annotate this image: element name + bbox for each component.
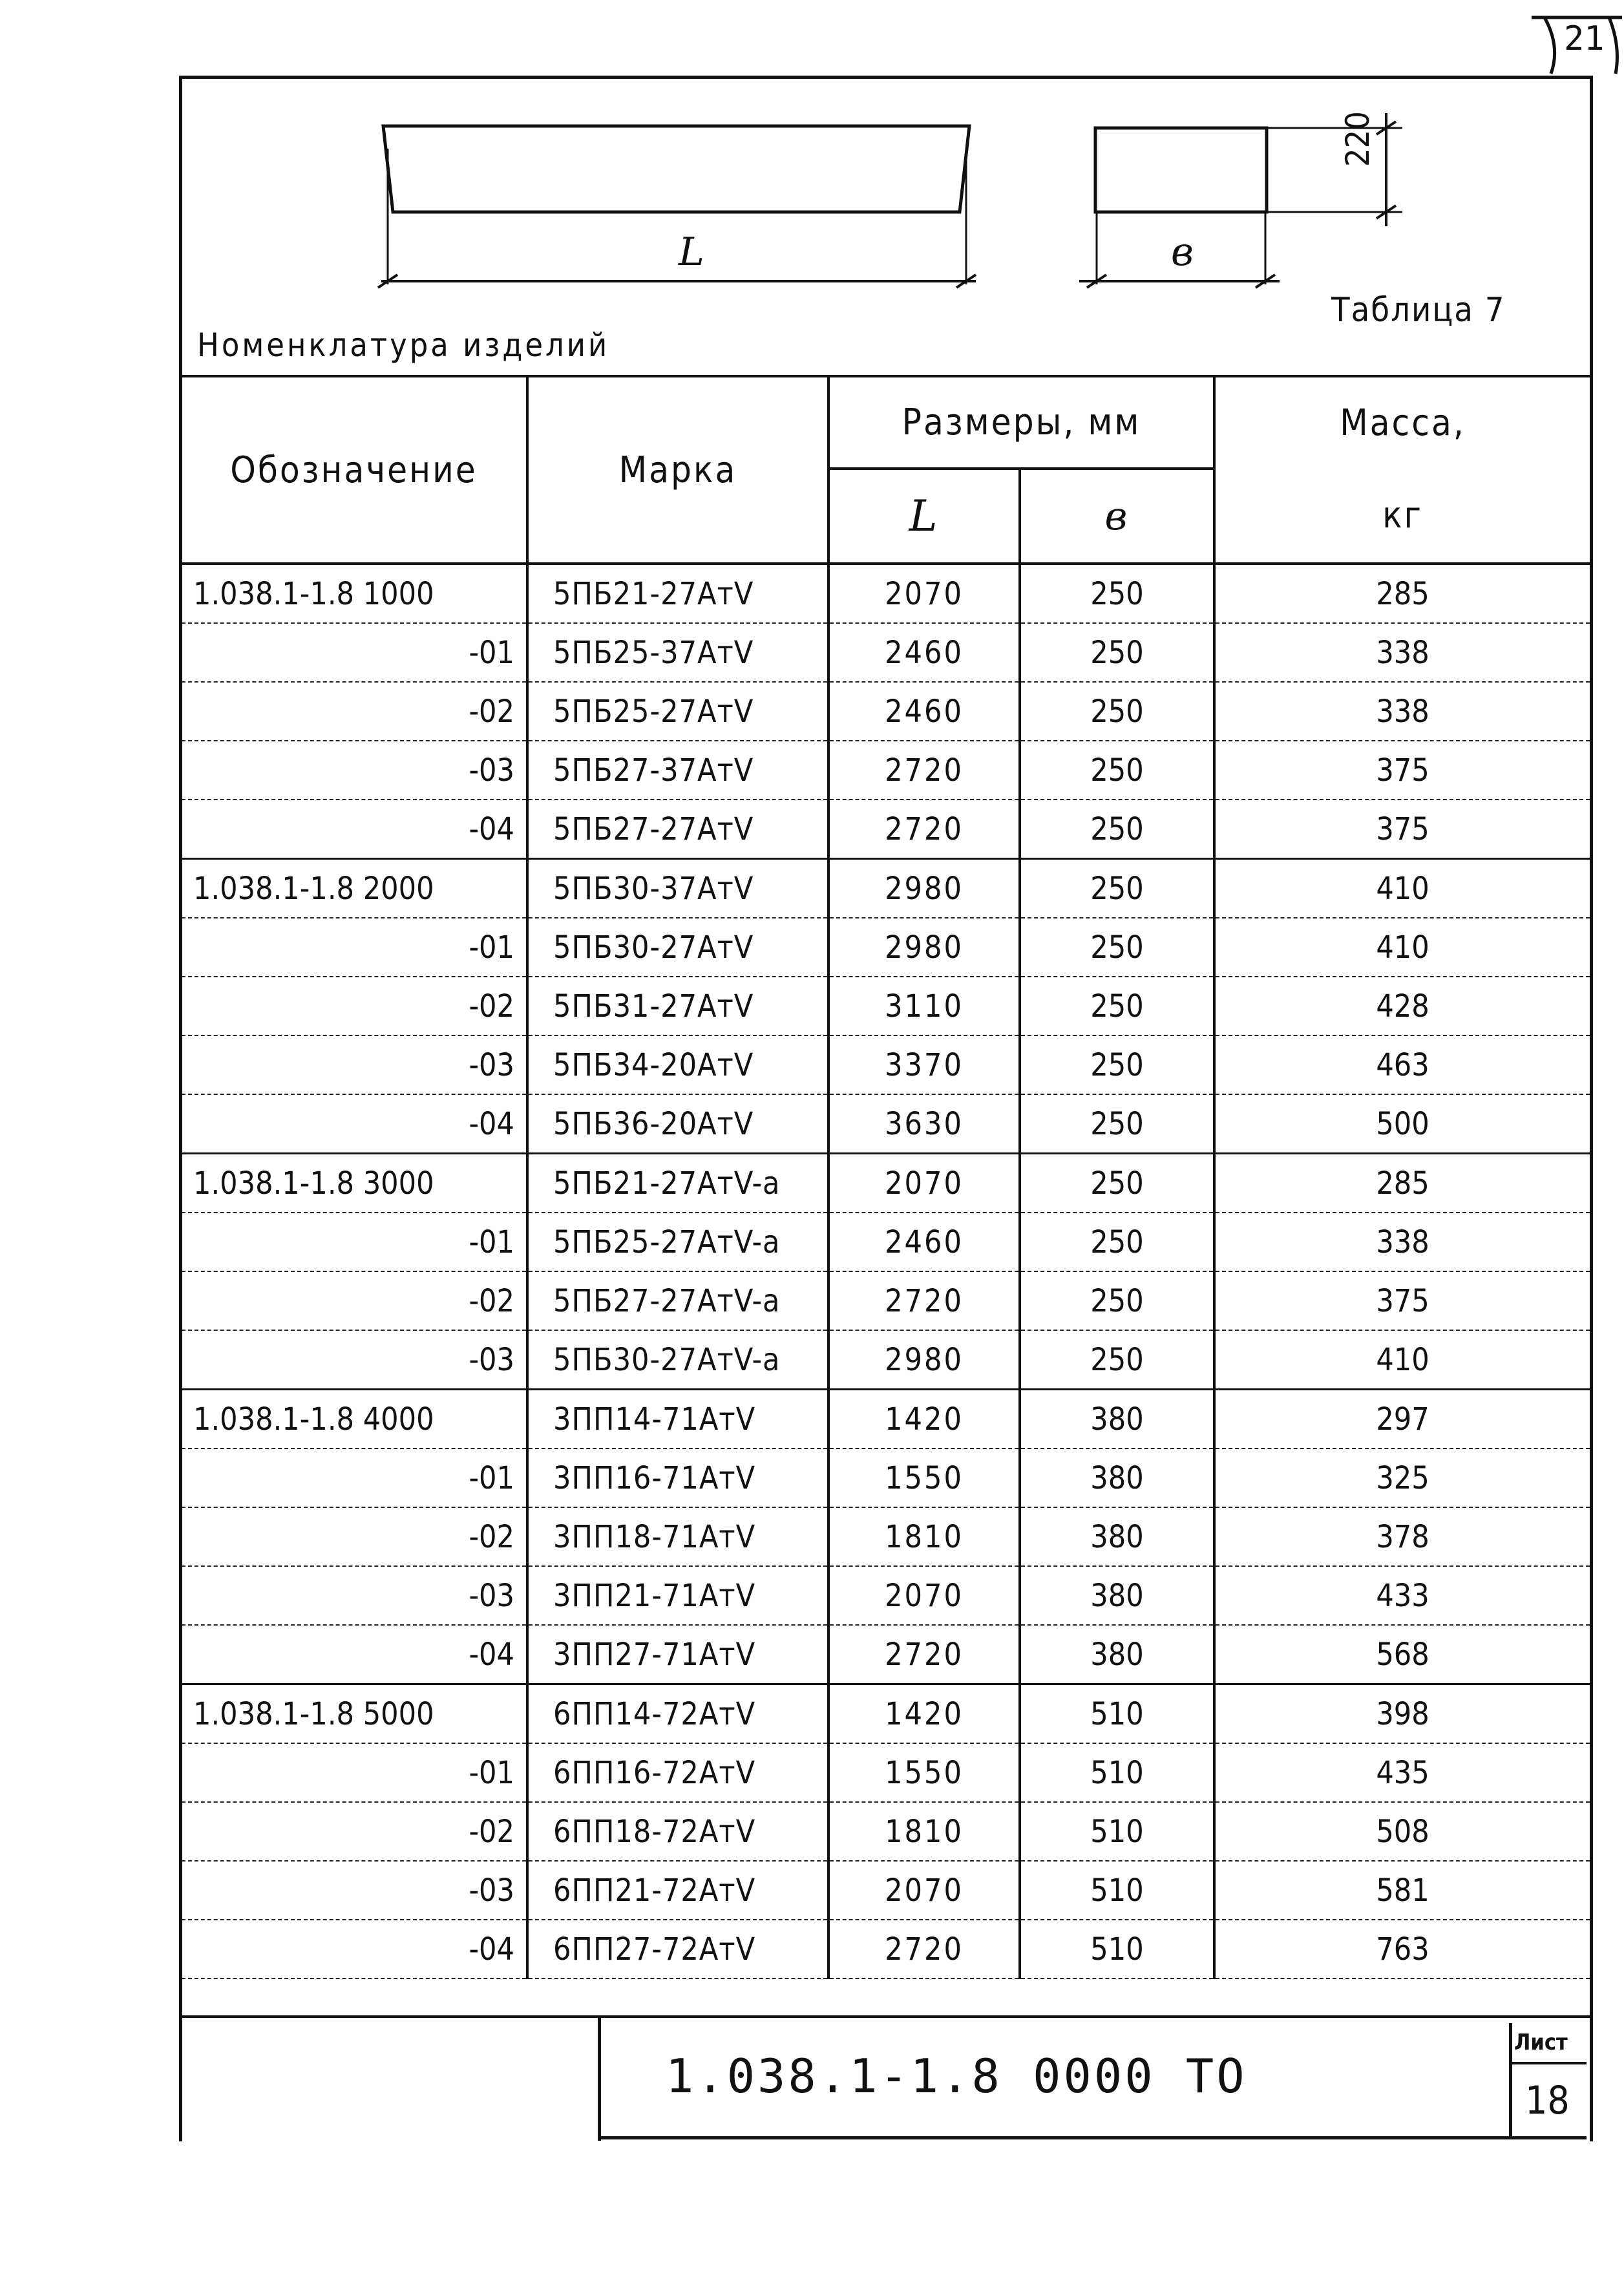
cell-width: 380 (1020, 1448, 1214, 1507)
cell-length: 2980 (828, 918, 1020, 977)
cell-designation: -01 (180, 623, 527, 682)
cell-width: 380 (1020, 1566, 1214, 1625)
cell-mark: 5ПБ36-20АтV (527, 1094, 828, 1154)
cell-designation: -03 (180, 1330, 527, 1390)
cell-width: 510 (1020, 1743, 1214, 1802)
cell-designation: -03 (180, 741, 527, 800)
cell-width: 250 (1020, 564, 1214, 623)
cell-mark: 5ПБ25-27АтV (527, 682, 828, 741)
cell-mass: 375 (1214, 741, 1591, 800)
cell-width: 380 (1020, 1390, 1214, 1449)
table-row (180, 1330, 1591, 1390)
beam-side-view (383, 126, 969, 212)
cell-mark: 5ПБ30-37АтV (527, 859, 828, 918)
cell-length: 2980 (828, 859, 1020, 918)
cell-mark: 6ПП18-72АтV (527, 1802, 828, 1861)
cell-mass: 500 (1214, 1094, 1591, 1154)
cell-mark: 5ПБ31-27АтV (527, 977, 828, 1035)
cell-length: 1810 (828, 1802, 1020, 1861)
cell-mark: 5ПБ25-27АтV-a (527, 1213, 828, 1271)
cell-designation: -02 (180, 1271, 527, 1330)
cell-width: 510 (1020, 1802, 1214, 1861)
cell-width: 250 (1020, 682, 1214, 741)
cell-length: 2980 (828, 1330, 1020, 1390)
table-row (180, 1802, 1591, 1861)
cell-designation: -04 (180, 800, 527, 859)
cell-width: 250 (1020, 977, 1214, 1035)
cell-width: 250 (1020, 859, 1214, 918)
cell-mass: 508 (1214, 1802, 1591, 1861)
table-row (180, 800, 1591, 859)
cell-designation: -01 (180, 918, 527, 977)
beam-drawing (362, 110, 1422, 297)
cell-mark: 6ПП16-72АтV (527, 1743, 828, 1802)
cell-designation: -01 (180, 1448, 527, 1507)
cell-length: 2720 (828, 1271, 1020, 1330)
cell-mass: 763 (1214, 1920, 1591, 1979)
cell-mass: 398 (1214, 1684, 1591, 1744)
cell-designation: -04 (180, 1920, 527, 1979)
table-row (180, 1154, 1591, 1213)
table-row (180, 1213, 1591, 1271)
header-dimensions: Размеры, мм (828, 376, 1214, 469)
cell-mass: 338 (1214, 623, 1591, 682)
cell-mass: 435 (1214, 1743, 1591, 1802)
cell-width: 250 (1020, 1213, 1214, 1271)
table-row (180, 1625, 1591, 1684)
cell-length: 2720 (828, 741, 1020, 800)
cell-designation: -02 (180, 682, 527, 741)
cell-width: 250 (1020, 1154, 1214, 1213)
cell-mass: 463 (1214, 1035, 1591, 1094)
header-mark: Марка (527, 376, 828, 564)
cell-mark: 3ПП18-71АтV (527, 1507, 828, 1566)
header-width: в (1020, 469, 1214, 564)
cell-mark: 3ПП14-71АтV (527, 1390, 828, 1449)
cell-length: 1420 (828, 1684, 1020, 1744)
cell-mark: 3ПП21-71АтV (527, 1566, 828, 1625)
cell-length: 1810 (828, 1507, 1020, 1566)
cell-mass: 285 (1214, 564, 1591, 623)
table-row (180, 977, 1591, 1035)
cell-length: 2070 (828, 1861, 1020, 1920)
table-row (180, 1743, 1591, 1802)
cell-designation: -04 (180, 1094, 527, 1154)
table-row (180, 1507, 1591, 1566)
cell-mass: 378 (1214, 1507, 1591, 1566)
header-mass: Масса, (1214, 376, 1591, 469)
cell-length: 2070 (828, 1566, 1020, 1625)
title-block-bottom-line (598, 2136, 1587, 2139)
cell-mass: 297 (1214, 1390, 1591, 1449)
cell-mark: 5ПБ30-27АтV (527, 918, 828, 977)
table-row (180, 1448, 1591, 1507)
table-row (180, 1094, 1591, 1154)
cell-mark: 5ПБ21-27АтV (527, 564, 828, 623)
cell-designation: -02 (180, 977, 527, 1035)
cell-mark: 5ПБ27-37АтV (527, 741, 828, 800)
cell-width: 250 (1020, 918, 1214, 977)
cell-mark: 6ПП27-72АтV (527, 1920, 828, 1979)
table-row (180, 1271, 1591, 1330)
cell-length: 3110 (828, 977, 1020, 1035)
cell-designation: 1.038.1-1.8 1000 (180, 564, 527, 623)
cell-designation: 1.038.1-1.8 2000 (180, 859, 527, 918)
cell-width: 510 (1020, 1920, 1214, 1979)
cell-width: 250 (1020, 1330, 1214, 1390)
cell-designation: -01 (180, 1213, 527, 1271)
cell-mark: 5ПБ21-27АтV-a (527, 1154, 828, 1213)
cell-mass: 375 (1214, 800, 1591, 859)
cell-designation: 1.038.1-1.8 3000 (180, 1154, 527, 1213)
cell-mass: 375 (1214, 1271, 1591, 1330)
cell-width: 380 (1020, 1507, 1214, 1566)
length-label: L (679, 229, 704, 275)
cell-width: 250 (1020, 1271, 1214, 1330)
cell-designation: -03 (180, 1566, 527, 1625)
cell-length: 2720 (828, 1625, 1020, 1684)
table-row (180, 1684, 1591, 1744)
cell-length: 2720 (828, 800, 1020, 859)
table-row (180, 1566, 1591, 1625)
cell-width: 250 (1020, 1035, 1214, 1094)
table-row (180, 859, 1591, 918)
cell-designation: -02 (180, 1802, 527, 1861)
cell-length: 3370 (828, 1035, 1020, 1094)
nomenclature-title: Номенклатура изделий (197, 326, 610, 364)
cell-mass: 433 (1214, 1566, 1591, 1625)
height-label: 220 (1339, 111, 1376, 167)
cell-length: 3630 (828, 1094, 1020, 1154)
header-length: L (828, 469, 1020, 564)
cell-length: 1420 (828, 1390, 1020, 1449)
cell-designation: 1.038.1-1.8 4000 (180, 1390, 527, 1449)
cell-mark: 5ПБ25-37АтV (527, 623, 828, 682)
cell-mass: 410 (1214, 1330, 1591, 1390)
cell-length: 2070 (828, 1154, 1020, 1213)
cell-mark: 5ПБ34-20АтV (527, 1035, 828, 1094)
cell-mass: 410 (1214, 859, 1591, 918)
table-row (180, 741, 1591, 800)
cell-mark: 5ПБ27-27АтV (527, 800, 828, 859)
cell-designation: -01 (180, 1743, 527, 1802)
title-block-divider (598, 2018, 601, 2141)
cell-length: 1550 (828, 1448, 1020, 1507)
cell-mark: 3ПП16-71АтV (527, 1448, 828, 1507)
sheet-corner-number: 21 (1564, 19, 1605, 58)
cell-designation: -03 (180, 1861, 527, 1920)
cell-length: 2460 (828, 623, 1020, 682)
cell-mass: 338 (1214, 682, 1591, 741)
cell-mark: 3ПП27-71АтV (527, 1625, 828, 1684)
cell-mass: 568 (1214, 1625, 1591, 1684)
cell-width: 250 (1020, 800, 1214, 859)
sheet-number: 18 (1525, 2078, 1570, 2123)
cell-mass: 581 (1214, 1861, 1591, 1920)
header-designation: Обозначение (180, 376, 527, 564)
cell-mass: 410 (1214, 918, 1591, 977)
cell-length: 2070 (828, 564, 1020, 623)
cell-length: 2460 (828, 682, 1020, 741)
table-row (180, 1861, 1591, 1920)
cell-designation: -04 (180, 1625, 527, 1684)
cell-mass: 325 (1214, 1448, 1591, 1507)
table-number-label: Таблица 7 (1331, 291, 1506, 330)
cell-length: 1550 (828, 1743, 1020, 1802)
cell-length: 2720 (828, 1920, 1020, 1979)
cell-mark: 5ПБ27-27АтV-a (527, 1271, 828, 1330)
table-row (180, 1035, 1591, 1094)
table-row (180, 682, 1591, 741)
cell-mass: 285 (1214, 1154, 1591, 1213)
cell-mark: 6ПП21-72АтV (527, 1861, 828, 1920)
beam-cross-section (1095, 128, 1267, 212)
cell-width: 380 (1020, 1625, 1214, 1684)
table-row (180, 564, 1591, 623)
nomenclature-table (179, 375, 1592, 1979)
cell-width: 510 (1020, 1684, 1214, 1744)
cell-mass: 338 (1214, 1213, 1591, 1271)
document-code: 1.038.1-1.8 0000 ТО (666, 2049, 1247, 2103)
header-mass-unit: кг (1214, 469, 1591, 564)
cell-mark: 6ПП14-72АтV (527, 1684, 828, 1744)
table-row (180, 1920, 1591, 1979)
cell-width: 510 (1020, 1861, 1214, 1920)
sheet-label: Лист (1514, 2030, 1568, 2055)
cell-width: 250 (1020, 1094, 1214, 1154)
width-label: в (1171, 229, 1194, 275)
cell-designation: -03 (180, 1035, 527, 1094)
table-row (180, 918, 1591, 977)
cell-width: 250 (1020, 623, 1214, 682)
cell-designation: 1.038.1-1.8 5000 (180, 1684, 527, 1744)
cell-width: 250 (1020, 741, 1214, 800)
table-row (180, 1390, 1591, 1449)
cell-mark: 5ПБ30-27АтV-a (527, 1330, 828, 1390)
sheet-box-divider (1509, 2062, 1587, 2064)
table-row (180, 623, 1591, 682)
cell-mass: 428 (1214, 977, 1591, 1035)
cell-length: 2460 (828, 1213, 1020, 1271)
cell-designation: -02 (180, 1507, 527, 1566)
